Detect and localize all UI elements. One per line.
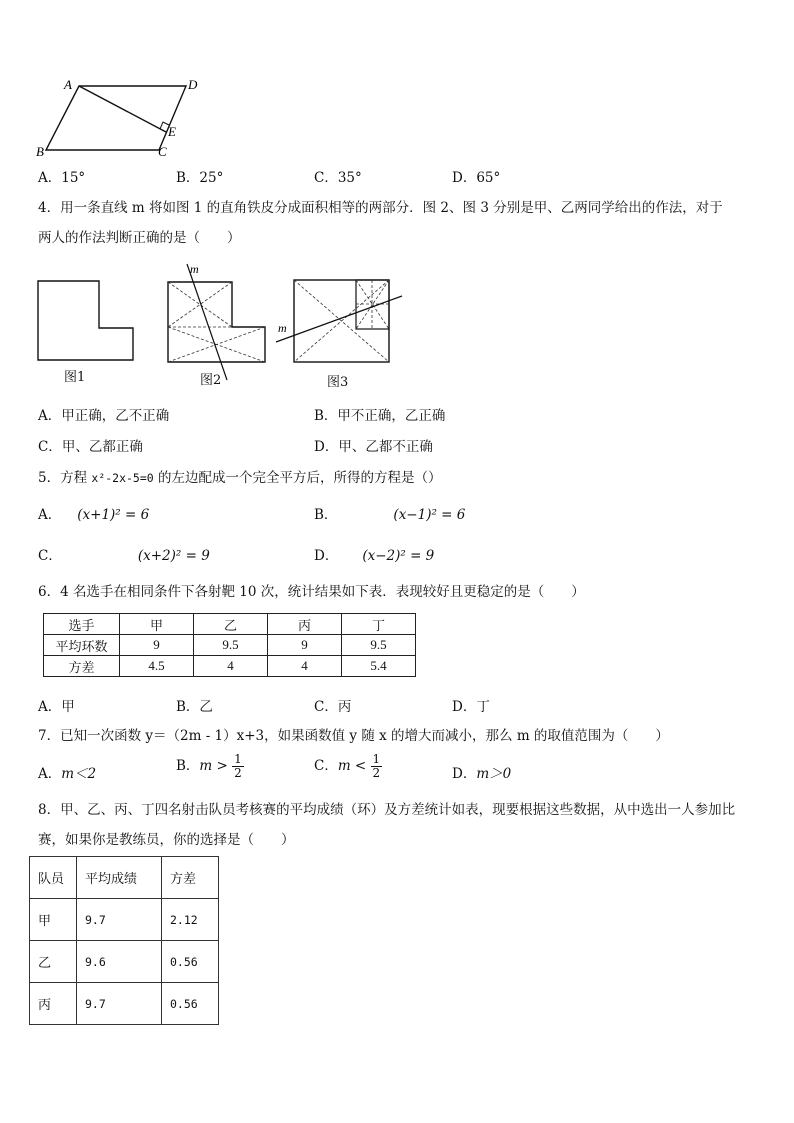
figure-2-label: 图2 [200, 373, 222, 388]
q5-stem [38, 463, 758, 493]
q5-option-a-expr: (x+1)² = 6 [77, 507, 150, 523]
label-a: A [64, 77, 72, 92]
figure-3-line-label: m [278, 321, 287, 335]
q5-option-c[interactable]: C． (x+2)² = 9 [38, 548, 210, 564]
q4-option-c[interactable]: C．甲、乙都正确 [38, 439, 143, 455]
q7-stem: 7．已知一次函数 y＝（2m - 1）x+3，如果函数值 y 随 x 的增大而减小，那么 m 的取值范围为（ ） [38, 728, 669, 744]
q7-option-b[interactable]: B．m > $\frac{1}{2}$ [176, 752, 242, 780]
q4-option-a[interactable]: A．甲正确，乙不正确 [38, 408, 170, 424]
label-e: E [168, 124, 176, 139]
q4-option-d[interactable]: D．甲、乙都不正确 [314, 439, 433, 455]
q4-stem [38, 193, 758, 253]
table-row: 选手 甲 乙 丙 丁 [44, 614, 416, 635]
q5-option-b-expr: (x−1)² = 6 [393, 507, 466, 523]
q5-option-d-expr: (x−2)² = 9 [362, 548, 435, 564]
q8-stem-line1: 8．甲、乙、丙、丁四名射击队员考核赛的平均成绩（环）及方差统计如表，现要根据这些数据，从中选出一人参加比 [38, 802, 736, 818]
figure-2-line-label: m [190, 262, 199, 276]
q6-option-d[interactable]: D．丁 [452, 699, 490, 715]
table-row: 方差 4.5 4 4 5.4 [44, 656, 416, 677]
table-row: 丙 9.7 0.56 [30, 983, 219, 1025]
q6-table [43, 613, 416, 677]
q3-option-a[interactable]: A．15° [38, 170, 86, 186]
figure-1-l-shape [36, 280, 138, 364]
figure-3-label: 图3 [327, 375, 349, 390]
q4-option-b[interactable]: B．甲不正确，乙正确 [314, 408, 446, 424]
label-b: B [36, 144, 44, 159]
q5-option-b[interactable]: B． (x−1)² = 6 [314, 507, 466, 523]
q7-option-b-fraction: $\frac{1}{2}$ [234, 752, 242, 780]
q5-option-a[interactable]: A． (x+1)² = 6 [38, 507, 150, 523]
q5-option-d[interactable]: D． (x−2)² = 9 [314, 548, 435, 564]
q6-option-b[interactable]: B．乙 [176, 699, 213, 715]
q4-stem-line1: 4．用一条直线 m 将如图 1 的直角铁皮分成面积相等的两部分．图 2、图 3 分别是甲、乙两同学给出的作法，对于 [38, 200, 723, 216]
table-row: 甲 9.7 2.12 [30, 899, 219, 941]
q6-option-c[interactable]: C．丙 [314, 699, 352, 715]
figure-3-method-yi [274, 278, 406, 366]
label-d: D [188, 77, 198, 92]
q5-equation: x²-2x-5=0 [91, 471, 154, 485]
q3-option-b[interactable]: B．25° [176, 170, 224, 186]
q4-stem-line2: 两人的作法判断正确的是（ ） [38, 230, 241, 246]
label-c: C [158, 144, 167, 159]
q7-option-c[interactable]: C．m < $\frac{1}{2}$ [314, 752, 381, 780]
q3-option-d[interactable]: D．65° [452, 170, 501, 186]
q8-table [29, 856, 219, 1025]
q7-option-c-fraction: $\frac{1}{2}$ [372, 752, 381, 780]
q7-option-a[interactable]: A．m＜2 [38, 766, 97, 782]
q6-stem: 6．4 名选手在相同条件下各射靶 10 次，统计结果如下表．表现较好且更稳定的是（ ） [38, 584, 585, 600]
table-row: 队员 平均成绩 方差 [30, 857, 219, 899]
q8-stem [38, 795, 758, 855]
table-row: 乙 9.6 0.56 [30, 941, 219, 983]
figure-1-label: 图1 [64, 370, 86, 385]
q3-option-c[interactable]: C．35° [314, 170, 362, 186]
q5-option-c-expr: (x+2)² = 9 [137, 548, 210, 564]
q5-stem-prefix: 5．方程 [38, 470, 92, 486]
q5-stem-suffix: 的左边配成一个完全平方后，所得的方程是（） [153, 470, 442, 486]
parallelogram-figure [34, 76, 214, 162]
table-row: 平均环数 9 9.5 9 9.5 [44, 635, 416, 656]
q7-option-d[interactable]: D．m＞0 [452, 766, 512, 782]
figure-2-method-jia [165, 260, 270, 382]
q8-stem-line2: 赛，如果你是教练员，你的选择是（ ） [38, 832, 295, 848]
q6-option-a[interactable]: A．甲 [38, 699, 75, 715]
